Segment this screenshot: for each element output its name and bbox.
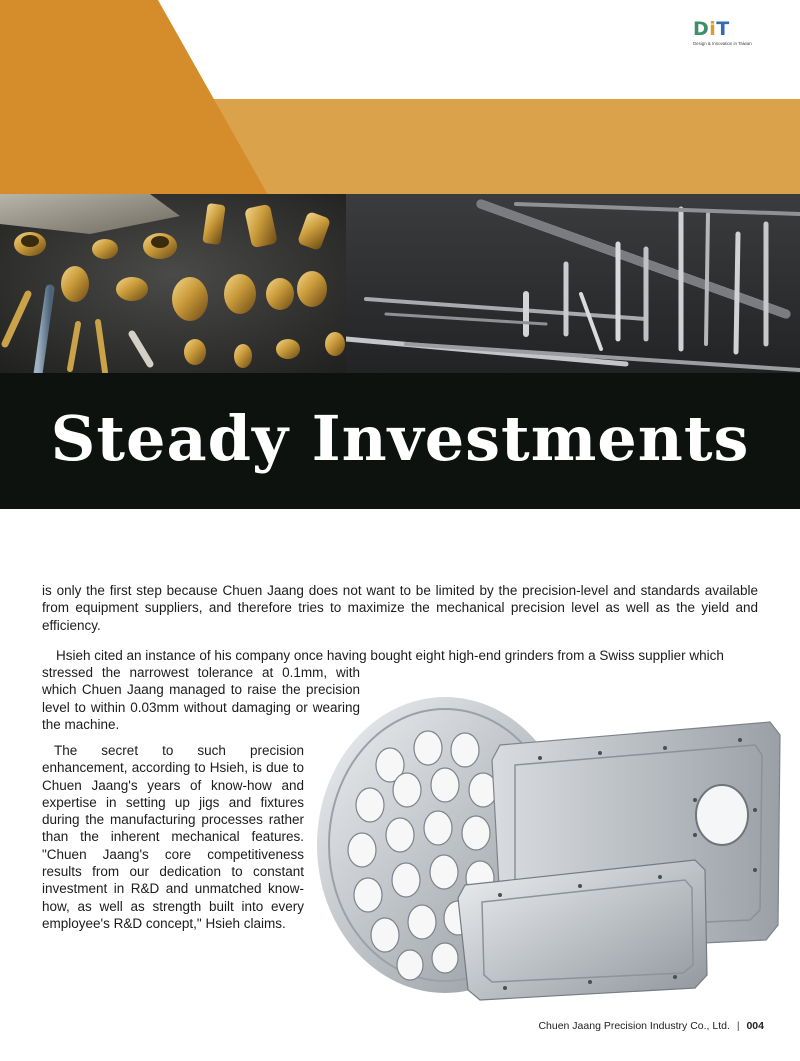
page-number: 004 (746, 1020, 764, 1032)
steel-pins-photo (346, 194, 800, 374)
dit-logo (693, 20, 773, 52)
logo-letter-t: T (716, 18, 730, 40)
machined-plates-photo (300, 690, 800, 1020)
paragraph-1: is only the first step because Chuen Jaang does not want to be limited by the precision-level and standards available from equipment suppliers, and therefore tries to maximize the mechanical precision level as well as the yield and efficiency. (42, 583, 758, 633)
gold-band (200, 99, 800, 195)
logo-letter-i: i (709, 18, 717, 40)
title-bar (0, 373, 800, 509)
paragraph-3: The secret to such precision enhancement, according to Hsieh, is due to Chuen Jaang's years of know-how and expertise in setting up jigs and fixtures during the manufacturing processes rather than the inherent mechanical features. "Chuen Jaang's core competitiveness results from our dedication to constant investment in R&D and unmatched know-how, as well as strength built into every employee's R&D concept," Hsieh claims. (42, 743, 304, 931)
page-footer (538, 1020, 764, 1032)
logo-tagline: Design & Innovation in Taiwan (693, 41, 752, 46)
page-title: Steady Investments (50, 402, 750, 475)
paragraph-2-rest: stressed the narrowest tolerance at 0.1mm, with which Chuen Jaang managed to raise the precision level to within 0.03mm without damaging or wearing the machine. (42, 665, 360, 732)
header-banner (0, 0, 800, 195)
footer-company: Chuen Jaang Precision Industry Co., Ltd. (538, 1020, 730, 1032)
logo-letter-d: D (693, 18, 710, 40)
footer-separator: | (736, 1020, 740, 1032)
brass-parts-photo (0, 194, 346, 374)
logo-mark (693, 20, 773, 39)
paragraph-2-first-line: Hsieh cited an instance of his company once having bought eight high-end grinders from a Swiss supplier which (56, 648, 724, 663)
photo-strip (0, 194, 800, 374)
